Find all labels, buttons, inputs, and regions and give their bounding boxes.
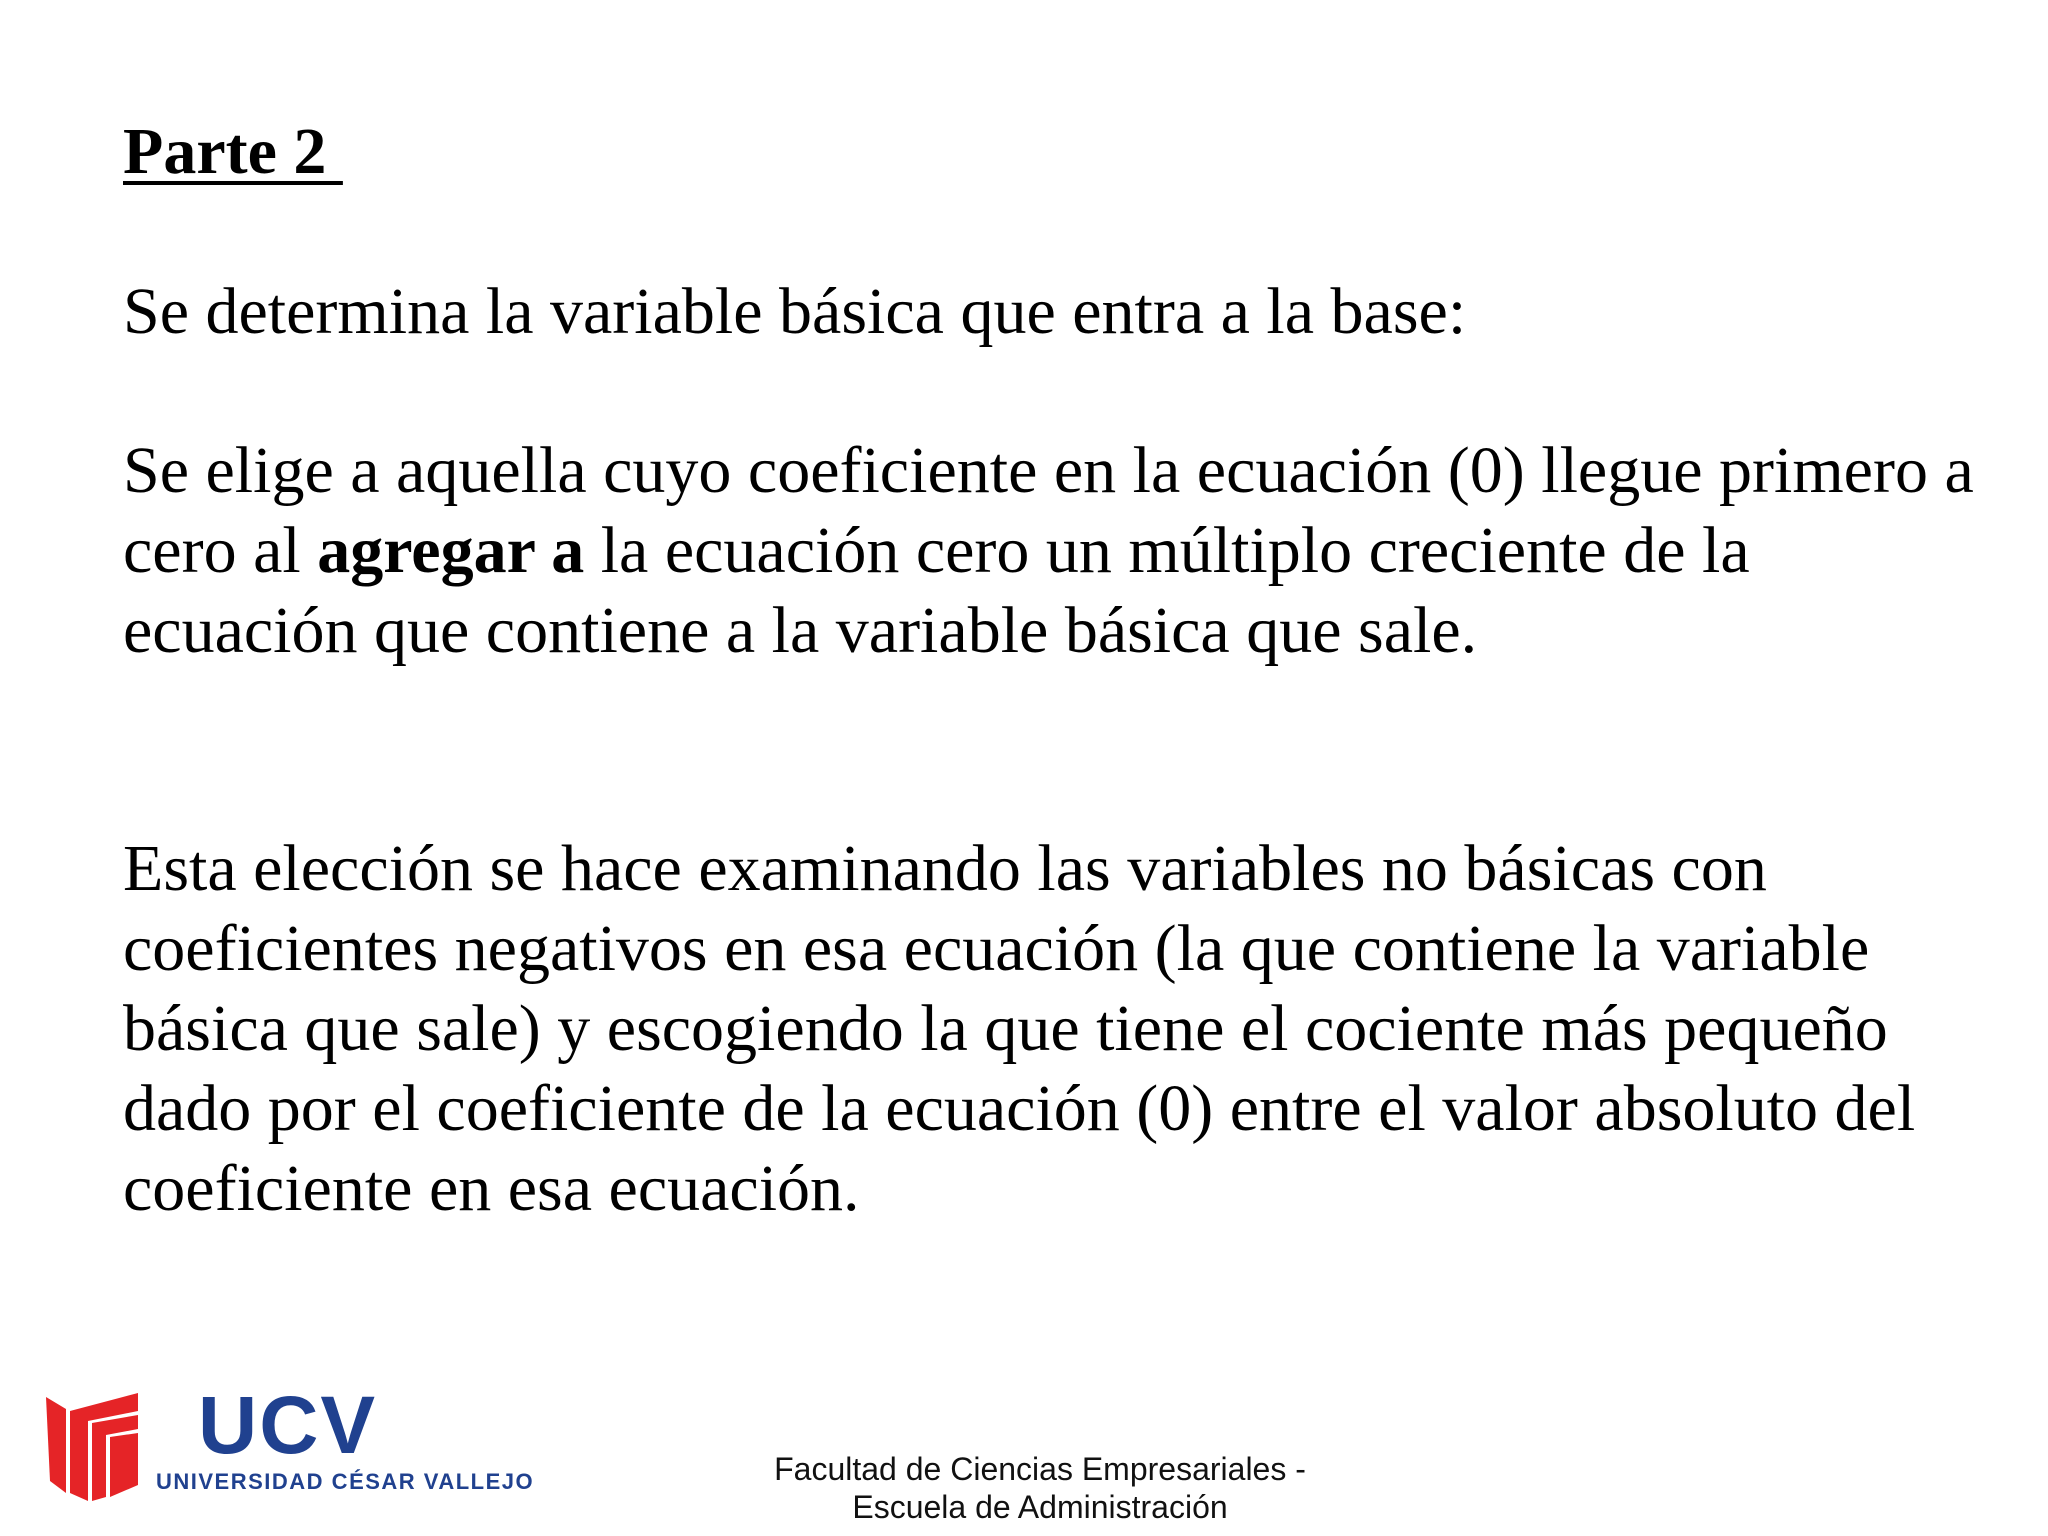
paragraph-selection-rule (123, 431, 1983, 671)
emphasis-text: agregar a (317, 514, 585, 587)
footer (650, 1450, 1430, 1526)
logo-acronym: UCV (198, 1380, 378, 1471)
footer-school: Escuela de Administración (852, 1489, 1228, 1525)
ucv-logo (44, 1380, 535, 1505)
paragraph-ratio-test: Esta elección se hace examinando las variables no básicas con coeficientes negativos en esa ecuación (la que contiene la variable básica que sale) y escogiendo la que tiene el cociente más pequeño dado por el coeficiente de la ecuación (0) entre el valor absoluto del coeficiente en esa ecuación. (123, 832, 1916, 1225)
slide-heading: Parte 2 (123, 115, 343, 188)
ucv-shield-icon (44, 1389, 140, 1501)
paragraph-text: Se elige a aquella cuyo coeficiente en la ecuación (0) llegue primero a cero al (123, 434, 1974, 587)
paragraph-entering-variable: Se determina la variable básica que entra a la base: (123, 275, 1467, 348)
logo-university-name: UNIVERSIDAD CÉSAR VALLEJO (156, 1469, 535, 1494)
footer-faculty: Facultad de Ciencias Empresariales - (774, 1451, 1306, 1487)
paragraph-text: la ecuación cero un múltiplo creciente de la ecuación que contiene a la variable básica que sale. (123, 514, 1750, 667)
